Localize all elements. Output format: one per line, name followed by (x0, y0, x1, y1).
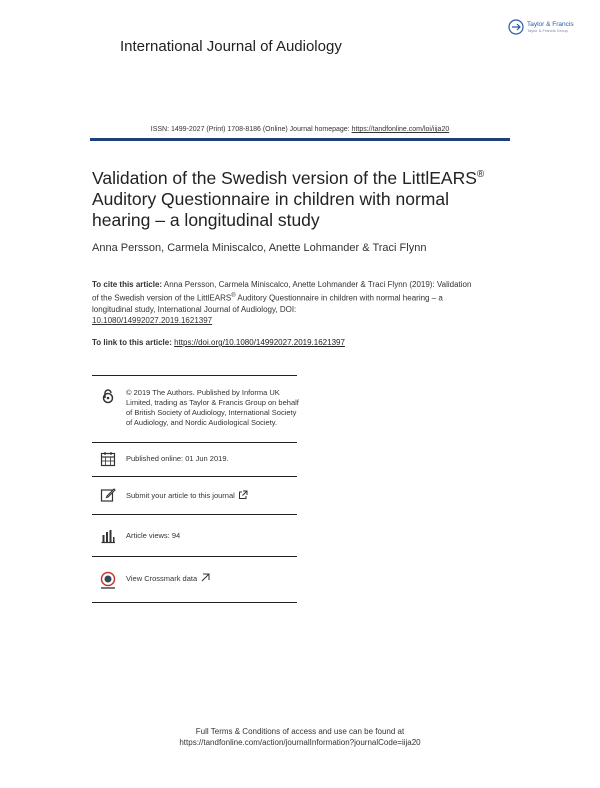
issn-line (0, 126, 600, 133)
calendar-icon (100, 451, 116, 467)
divider (92, 442, 297, 443)
divider (92, 556, 297, 557)
edit-icon (100, 487, 116, 503)
license-text: © 2019 The Authors. Published by Informa UK Limited, trading as Taylor & Francis Group on behalf of British Society of Audiology, International Society of Audiology, and Nordic Audiological Society. (126, 388, 299, 427)
open-access-item (100, 388, 300, 428)
crossmark-link[interactable]: View Crossmark data (126, 574, 198, 583)
cite-text-2: Auditory Questionnaire in children with normal hearing – a longitudinal study, International Journal of Audiology, DOI: (92, 293, 443, 314)
link-label: To link to this article: (92, 338, 172, 347)
footer-line-1: Full Terms & Conditions of access and use can be found at (195, 727, 405, 736)
article-title (92, 164, 512, 231)
submit-article-link[interactable]: Submit your article to this journal (126, 491, 235, 500)
external-arrow-icon (200, 573, 210, 583)
published-item (100, 451, 229, 467)
article-views: Article views: 94 (126, 531, 181, 540)
publisher-logo-name: Taylor & Francis (527, 21, 574, 28)
crossmark-item[interactable] (100, 571, 210, 591)
cite-doi-link[interactable]: 10.1080/14992027.2019.1621397 (92, 316, 213, 326)
publisher-logo[interactable] (508, 14, 588, 40)
title-registered-mark: ® (476, 169, 485, 180)
divider (92, 514, 297, 515)
divider (92, 375, 297, 376)
title-main: Validation of the Swedish version of the LittlEARS (92, 167, 477, 188)
citation-block (92, 279, 472, 327)
divider (92, 602, 297, 603)
published-date: Published online: 01 Jun 2019. (126, 454, 229, 463)
footer-terms-link[interactable]: https://tandfonline.com/action/journalInformation?journalCode=iija20 (179, 738, 421, 747)
article-doi-link[interactable]: https://doi.org/10.1080/14992027.2019.1621397 (174, 338, 345, 347)
footer (0, 726, 600, 748)
external-link-icon (238, 490, 248, 500)
title-rest: Auditory Questionnaire in children with normal hearing – a longitudinal study (92, 188, 449, 230)
open-access-icon (100, 388, 116, 404)
link-block (92, 338, 345, 347)
publisher-logo-icon (508, 19, 524, 35)
journal-title: International Journal of Audiology (120, 38, 342, 55)
divider (92, 476, 297, 477)
crossmark-icon (100, 571, 116, 591)
cite-text-1: Anna Persson, Carmela Miniscalco, Anette Lohmander & Traci Flynn (2019): Validation of the Swedish version of the LittlEARS (92, 280, 472, 303)
header-rule (90, 138, 510, 141)
cite-registered-mark: ® (231, 292, 236, 299)
issn-text: ISSN: 1499-2027 (Print) 1708-8186 (Online) Journal homepage: (150, 126, 350, 133)
cite-label: To cite this article: (92, 280, 163, 289)
journal-homepage-link[interactable]: https://tandfonline.com/loi/iija20 (351, 126, 450, 133)
authors: Anna Persson, Carmela Miniscalco, Anette Lohmander & Traci Flynn (92, 242, 427, 254)
publisher-logo-sub: Taylor & Francis Group (527, 28, 568, 33)
article-views-item (100, 528, 180, 544)
bar-chart-icon (100, 528, 116, 544)
submit-article-item[interactable] (100, 487, 248, 503)
